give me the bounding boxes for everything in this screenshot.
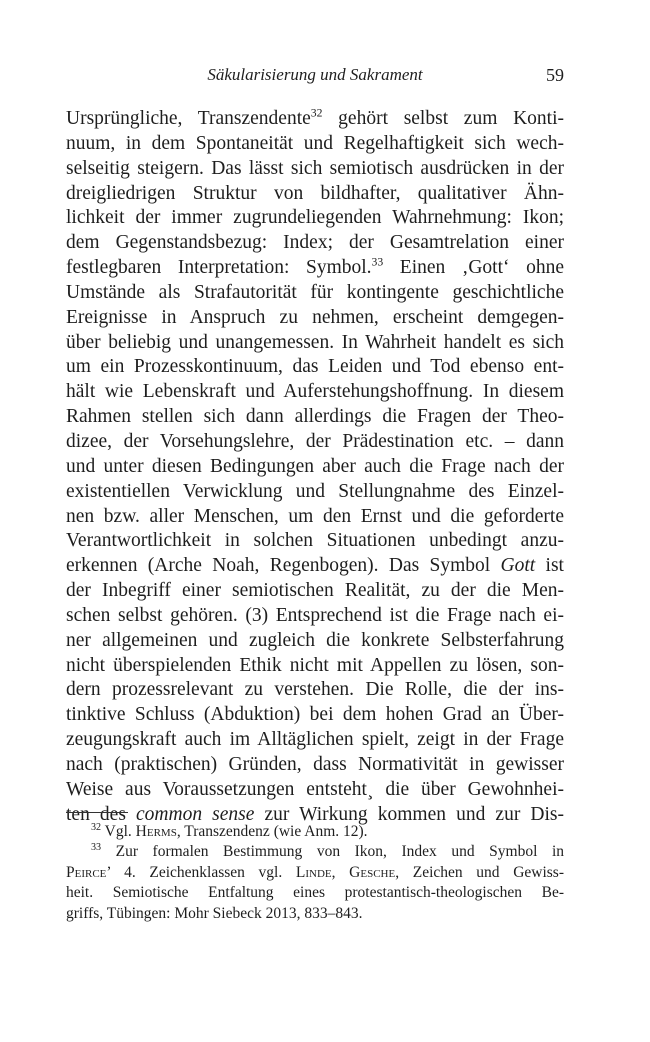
text-line: lichkeit der immer zugrundeliegenden Wahrnehmung: Ikon; (66, 207, 564, 229)
text-line: Ereignisse in Anspruch zu nehmen, erscheint demgegen- (66, 306, 564, 328)
text-line: festlegbaren Interpretation: Symbol.$^{33}$ Einen ‚Gott‘ ohne (66, 255, 564, 279)
running-title: Säkularisierung und Sakrament (207, 65, 423, 84)
text-line: Rahmen stellen sich dann allerdings die Fragen der Theo- (66, 406, 564, 428)
text-line: nicht überspielenden Ethik nicht mit Appellen zu lösen, son- (66, 654, 564, 676)
text-line: nen bzw. aller Menschen, um den Ernst und die geforderte (66, 505, 564, 527)
emphasis-common-sense: common sense (136, 803, 255, 825)
text-line: Umstände als Strafautorität für kontingente geschichtliche (66, 281, 564, 303)
text-line: um ein Prozesskontinuum, das Leiden und Tod ebenso ent- (66, 356, 564, 378)
text-line: dem Gegenstandsbezug: Index; der Gesamtrelation einer (66, 232, 564, 254)
text-line: über beliebig und unangemessen. In Wahrheit handelt es sich (66, 331, 564, 353)
text-line: tinktive Schluss (Abduktion) bei dem hohen Grad an Über- (66, 704, 564, 726)
text-line: Verantwortlichkeit in solchen Situationen unbedingt anzu- (66, 530, 564, 552)
body-text (66, 107, 564, 827)
text-line: existentiellen Verwicklung und Stellungnahme des Einzel- (66, 480, 564, 502)
text-line: ten des common sense zur Wirkung kommen und zur Dis- (66, 803, 564, 825)
text-line: dreigliedrigen Struktur von bildhafter, qualitativer Ähn- (66, 182, 564, 204)
text-line: selseitig steigern. Das lässt sich semiotisch ausdrücken in der (66, 157, 564, 179)
text-line: erkennen (Arche Noah, Regenbogen). Das Symbol Gott ist (66, 555, 564, 577)
footnotes (66, 822, 564, 924)
text-line: hält wie Lebenskraft und Auferstehungshoffnung. In diesem (66, 381, 564, 403)
footnote-32: $^{32}$ Vgl. Herms, Transzendenz (wie Anm. 12). (91, 821, 368, 840)
footnote-ref-32[interactable]: 32 (310, 106, 323, 120)
footnote-33-line: Peirce’ 4. Zeichenklassen vgl. Linde, Gesche, Zeichen und Gewiss- (66, 863, 564, 881)
footnote-33: $^{33}$ Zur formalen Bestimmung von Ikon, Index und Symbol in (91, 842, 564, 861)
text-line: zeugungskraft auch im Alltäglichen spielt, zeigt in der Frage (66, 729, 564, 751)
page-number: 59 (546, 65, 564, 85)
text-line: nuum, in dem Spontaneität und Regelhaftigkeit sich wech- (66, 132, 564, 154)
footnote-ref-33[interactable]: 33 (371, 255, 384, 269)
footnote-33-line: griffs, Tübingen: Mohr Siebeck 2013, 833–843. (66, 904, 363, 922)
text-line: und unter diesen Bedingungen aber auch die Frage nach der (66, 455, 564, 477)
footnote-separator (66, 812, 128, 813)
text-line: dern prozessrelevant zu verstehen. Die Rolle, die der ins- (66, 679, 564, 701)
text-line: ner allgemeinen und zugleich die konkrete Selbsterfahrung (66, 629, 564, 651)
text-line: dizee, der Vorsehungslehre, der Prädestination etc. – dann (66, 430, 564, 452)
text-line: der Inbegriff einer semiotischen Realität, zu der die Men- (66, 580, 564, 602)
text-line: nach (praktischen) Gründen, dass Normativität in gewisser (66, 753, 564, 775)
emphasis-gott: Gott (500, 555, 536, 577)
page-header (66, 62, 564, 88)
footnote-33-line: heit. Semiotische Entfaltung eines protestantisch-theologischen Be- (66, 884, 564, 902)
text-line: schen selbst gehören. (3) Entsprechend ist die Frage nach ei- (66, 604, 564, 626)
text-line: Weise aus Voraussetzungen entsteht¸ die über Gewohnhei- (66, 778, 564, 800)
text-line: Ursprüngliche, Transzendente$^{32}$ gehört selbst zum Konti- (66, 106, 564, 129)
